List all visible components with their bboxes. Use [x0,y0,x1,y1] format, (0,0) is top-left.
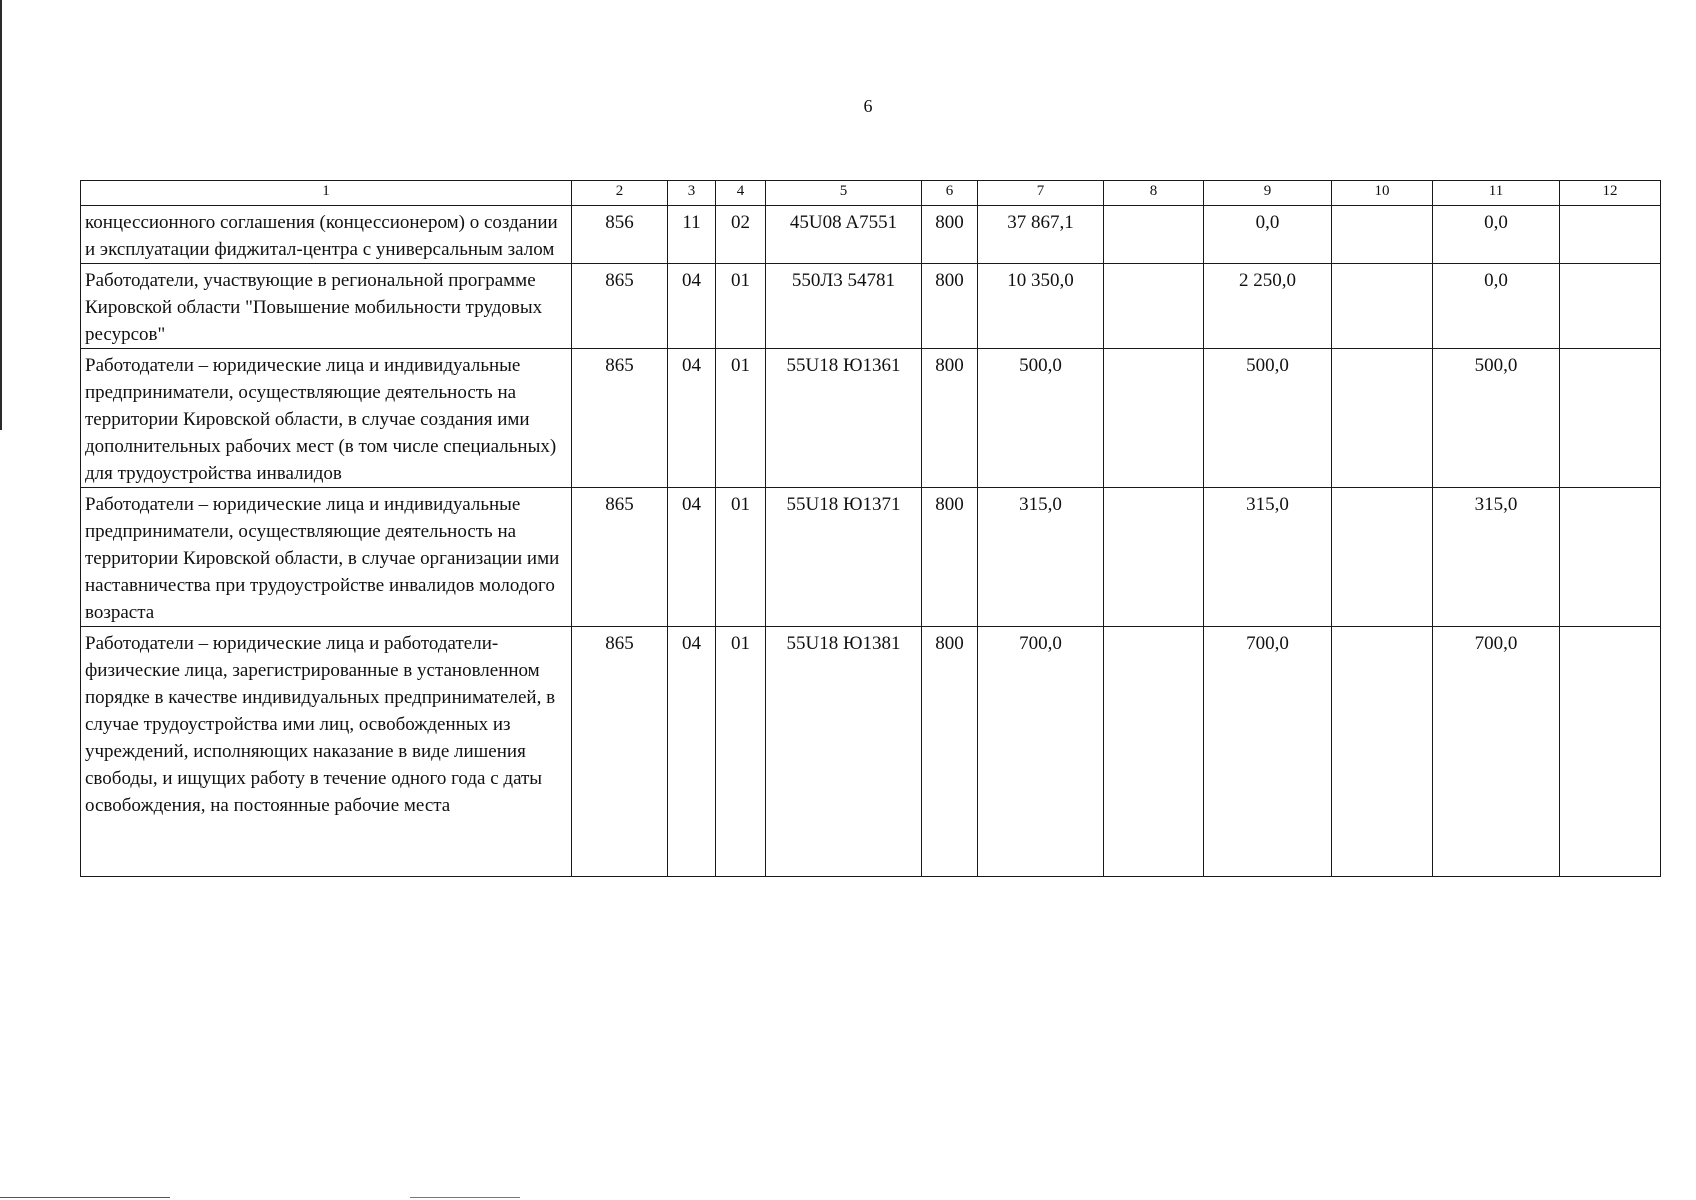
cell-c2: 856 [572,206,668,264]
cell-c9: 500,0 [1204,349,1332,488]
cell-c10 [1332,488,1433,627]
cell-c3: 04 [668,488,716,627]
cell-c10 [1332,349,1433,488]
cell-c7: 700,0 [978,627,1104,877]
cell-c12 [1560,627,1661,877]
cell-c4: 02 [716,206,766,264]
cell-c2: 865 [572,488,668,627]
cell-c9: 700,0 [1204,627,1332,877]
cell-c11: 700,0 [1433,627,1560,877]
cell-c10 [1332,206,1433,264]
cell-c4: 01 [716,349,766,488]
page-number: 6 [863,96,873,116]
cell-c2: 865 [572,627,668,877]
cell-c12 [1560,264,1661,349]
cell-c6: 800 [922,627,978,877]
cell-c6: 800 [922,206,978,264]
column-header: 5 [766,181,922,206]
cell-c11: 500,0 [1433,349,1560,488]
cell-c10 [1332,264,1433,349]
row-description: Работодатели – юридические лица и индивидуальные предприниматели, осуществляющие деятельность на территории Кировской области, в случае создания ими дополнительных рабочих мест (в том числе специальных) для трудоустройства инвалидов [81,349,572,488]
cell-c8 [1104,264,1204,349]
cell-c8 [1104,488,1204,627]
cell-c11: 0,0 [1433,206,1560,264]
cell-c5: 55U18 Ю1371 [766,488,922,627]
column-header: 7 [978,181,1104,206]
cell-c4: 01 [716,488,766,627]
cell-c7: 10 350,0 [978,264,1104,349]
column-header: 10 [1332,181,1433,206]
row-description: Работодатели, участвующие в региональной программе Кировской области "Повышение мобильности трудовых ресурсов" [81,264,572,349]
cell-c5: 55U18 Ю1361 [766,349,922,488]
column-header: 3 [668,181,716,206]
table-row [81,627,1661,877]
column-header: 9 [1204,181,1332,206]
cell-c3: 04 [668,349,716,488]
header-row [81,181,1661,206]
cell-c2: 865 [572,264,668,349]
cell-c3: 04 [668,627,716,877]
cell-c9: 315,0 [1204,488,1332,627]
column-header: 11 [1433,181,1560,206]
cell-c11: 0,0 [1433,264,1560,349]
row-description: концессионного соглашения (концессионером) о создании и эксплуатации фиджитал-центра с универсальным залом [81,206,572,264]
cell-c10 [1332,627,1433,877]
table-row [81,264,1661,349]
cell-c4: 01 [716,627,766,877]
table-row [81,206,1661,264]
cell-c5: 55U18 Ю1381 [766,627,922,877]
cell-c9: 0,0 [1204,206,1332,264]
cell-c7: 500,0 [978,349,1104,488]
column-header: 2 [572,181,668,206]
column-header: 4 [716,181,766,206]
cell-c8 [1104,206,1204,264]
scan-edge-bottom [0,1197,170,1198]
cell-c3: 04 [668,264,716,349]
table-row [81,349,1661,488]
cell-c7: 37 867,1 [978,206,1104,264]
cell-c4: 01 [716,264,766,349]
column-header: 1 [81,181,572,206]
cell-c8 [1104,349,1204,488]
scan-edge-bottom [410,1197,520,1198]
cell-c11: 315,0 [1433,488,1560,627]
cell-c6: 800 [922,264,978,349]
row-description: Работодатели – юридические лица и работодатели-физические лица, зарегистрированные в установленном порядке в качестве индивидуальных предпринимателей, в случае трудоустройства ими лиц, освобожденных из учреждений, исполняющих наказание в виде лишения свободы, и ищущих работу в течение одного года с даты освобождения, на постоянные рабочие места [81,627,572,877]
row-description: Работодатели – юридические лица и индивидуальные предприниматели, осуществляющие деятельность на территории Кировской области, в случае организации ими наставничества при трудоустройстве инвалидов молодого возраста [81,488,572,627]
budget-table [80,180,1661,877]
cell-c6: 800 [922,488,978,627]
column-header: 8 [1104,181,1204,206]
scan-edge-left [0,0,2,430]
cell-c2: 865 [572,349,668,488]
cell-c12 [1560,488,1661,627]
cell-c12 [1560,206,1661,264]
cell-c9: 2 250,0 [1204,264,1332,349]
cell-c12 [1560,349,1661,488]
cell-c5: 550Л3 54781 [766,264,922,349]
cell-c8 [1104,627,1204,877]
cell-c7: 315,0 [978,488,1104,627]
table-row [81,488,1661,627]
cell-c5: 45U08 A7551 [766,206,922,264]
column-header: 6 [922,181,978,206]
column-header: 12 [1560,181,1661,206]
cell-c6: 800 [922,349,978,488]
cell-c3: 11 [668,206,716,264]
